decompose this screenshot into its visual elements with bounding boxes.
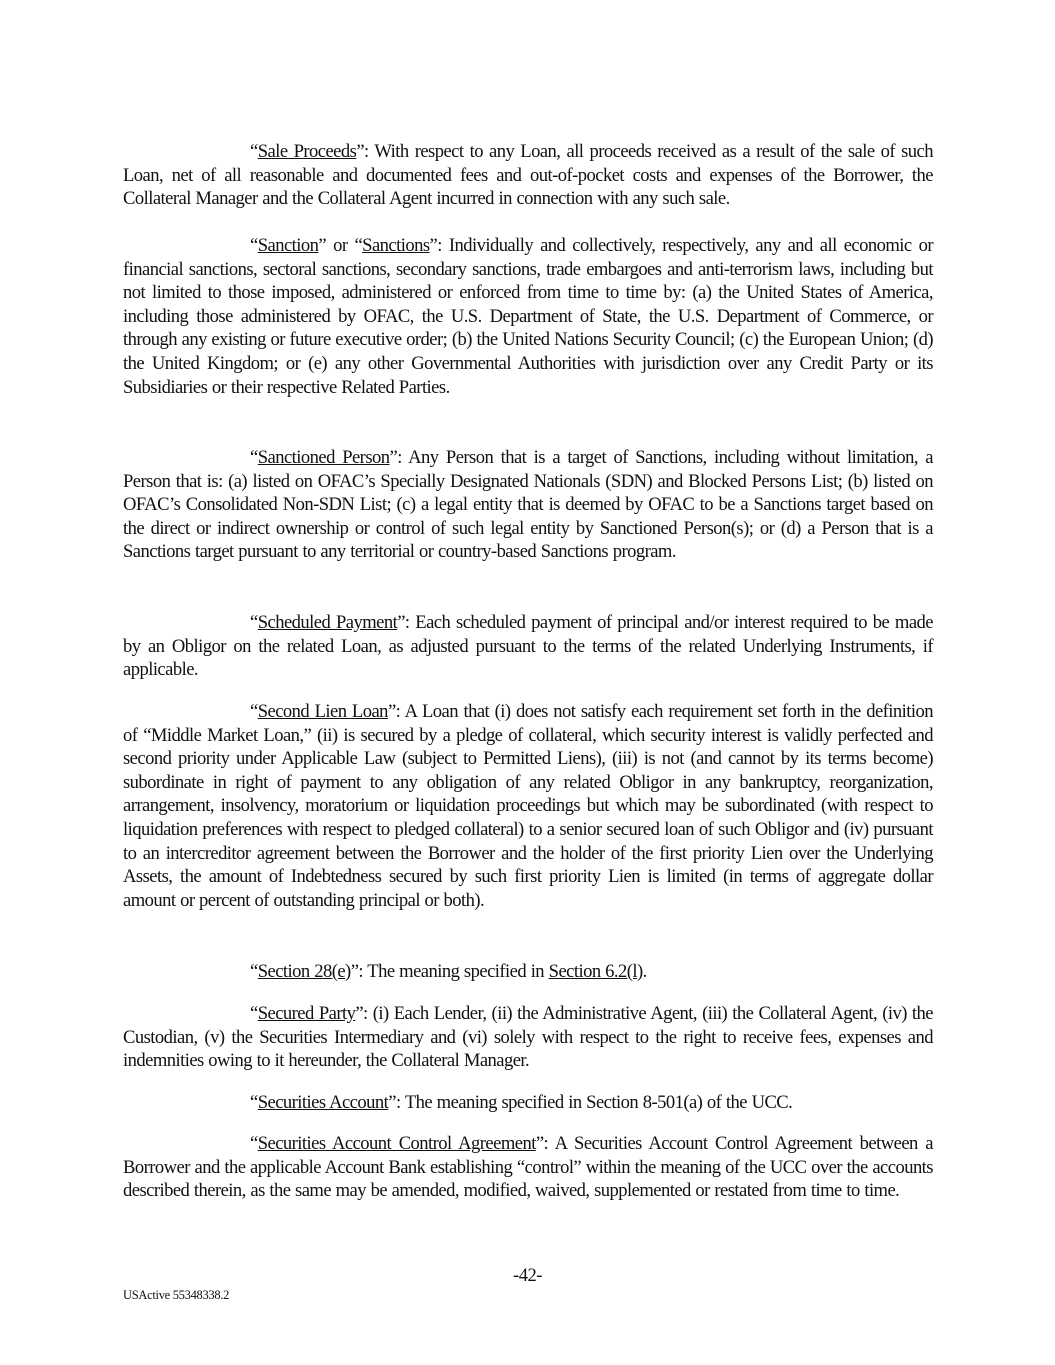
definition-text: ”: Individually and collectively, respectively, any and all economic or financial sanctions, sectoral sanctions, secondary sanctions, trade embargoes and anti-terrorism laws, including but not limited to those imposed, administered or enforced from time to time by: (a) the United States of America, including those administered by OFAC, the U.S. Department of State, the U.S. Department of Commerce, or through any existing or future executive order; (b) the United Nations Security Council; (c) the European Union; (d) the United Kingdom; or (e) any other Governmental Authorities with jurisdiction over any Credit Party or its Subsidiaries or their respective Related Parties.	[123, 235, 933, 398]
definition-text: ”: Each scheduled payment of principal and/or interest required to be made by an Obligor on the related Loan, as adjusted pursuant to the terms of the related Underlying Instruments, if applicable.	[123, 612, 933, 681]
defined-term: Section 28(e)	[257, 961, 351, 982]
defined-term: Securities Account	[257, 1092, 389, 1113]
defined-term: Secured Party	[257, 1003, 356, 1024]
defined-term: Securities Account Control Agreement	[257, 1133, 536, 1154]
definition-sanctions	[123, 234, 933, 399]
quote: “	[250, 141, 258, 162]
definition-sale-proceeds	[123, 140, 933, 211]
section-reference-link[interactable]: Section 6.2(l)	[548, 961, 643, 982]
defined-term: Sanction	[257, 235, 319, 256]
definition-text: ”: The meaning specified in Section 8-501(a) of the UCC.	[388, 1092, 793, 1113]
defined-term: Scheduled Payment	[257, 612, 398, 633]
period: .	[642, 961, 647, 982]
definition-section-28e	[123, 960, 933, 984]
definition-securities-account-control-agreement	[123, 1132, 933, 1203]
definition-secured-party	[123, 1002, 933, 1073]
quote: “	[250, 447, 258, 468]
quote: “	[250, 235, 258, 256]
definition-sanctioned-person	[123, 446, 933, 564]
definition-text: ”: A Securities Account Control Agreement between a Borrower and the applicable Account Bank establishing “control” within the meaning of the UCC over the accounts described therein, as the same may be amended, modified, waived, supplemented or restated from time to time.	[123, 1133, 933, 1202]
definition-second-lien-loan	[123, 700, 933, 912]
definition-text: ”: The meaning specified in	[350, 961, 549, 982]
quote: “	[250, 1092, 258, 1113]
document-id-footer: USActive 55348338.2	[123, 1288, 230, 1302]
definition-text: ”: With respect to any Loan, all proceeds received as a result of the sale of such Loan, net of all reasonable and documented fees and out-of-pocket costs and expenses of the Borrower, the Collateral Manager and the Collateral Agent incurred in connection with any such sale.	[123, 141, 933, 210]
defined-term: Sanctions	[362, 235, 430, 256]
quote: “	[250, 1003, 258, 1024]
quote: “	[250, 961, 258, 982]
quote: “	[250, 1133, 258, 1154]
page-number: -42-	[513, 1265, 542, 1286]
defined-term: Sale Proceeds	[257, 141, 357, 162]
quote: “	[250, 612, 258, 633]
defined-term: Second Lien Loan	[257, 701, 388, 722]
definition-text: ”: (i) Each Lender, (ii) the Administrative Agent, (iii) the Collateral Agent, (iv) the Custodian, (v) the Securities Intermediary and (vi) solely with respect to the right to receive fees, expenses and indemnities owing to it hereunder, the Collateral Manager.	[123, 1003, 933, 1072]
definition-text: ”: Any Person that is a target of Sanctions, including without limitation, a Person that is: (a) listed on OFAC’s Specially Designated Nationals (SDN) and Blocked Persons List; (b) listed on OFAC’s Consolidated Non-SDN List; (c) a legal entity that is deemed by OFAC to be a Sanctions target based on the direct or indirect ownership or control of such legal entity by Sanctioned Person(s); or (d) a Person that is a Sanctions target pursuant to any territorial or country-based Sanctions program.	[123, 447, 933, 563]
defined-term: Sanctioned Person	[257, 447, 390, 468]
definition-text: ”: A Loan that (i) does not satisfy each requirement set forth in the definition of “Middle Market Loan,” (ii) is secured by a pledge of collateral, which security interest is validly perfected and second priority under Applicable Law (subject to Permitted Liens), (iii) is not (and cannot by its terms become) subordinate in right of payment to any obligation of any related Obligor in any bankruptcy, reorganization, arrangement, insolvency, moratorium or liquidation proceedings but which may be subordinated (with respect to liquidation preferences with respect to pledged collateral) to a senior secured loan of such Obligor and (iv) pursuant to an intercreditor agreement between the Borrower and the holder of the first priority Lien over the Underlying Assets, the amount of Indebtedness secured by such first priority Lien is limited (in terms of aggregate dollar amount or percent of outstanding principal or both).	[123, 701, 933, 911]
quote: “	[250, 701, 258, 722]
definition-scheduled-payment	[123, 611, 933, 682]
definition-securities-account	[123, 1091, 933, 1115]
connector-text: ” or “	[318, 235, 363, 256]
